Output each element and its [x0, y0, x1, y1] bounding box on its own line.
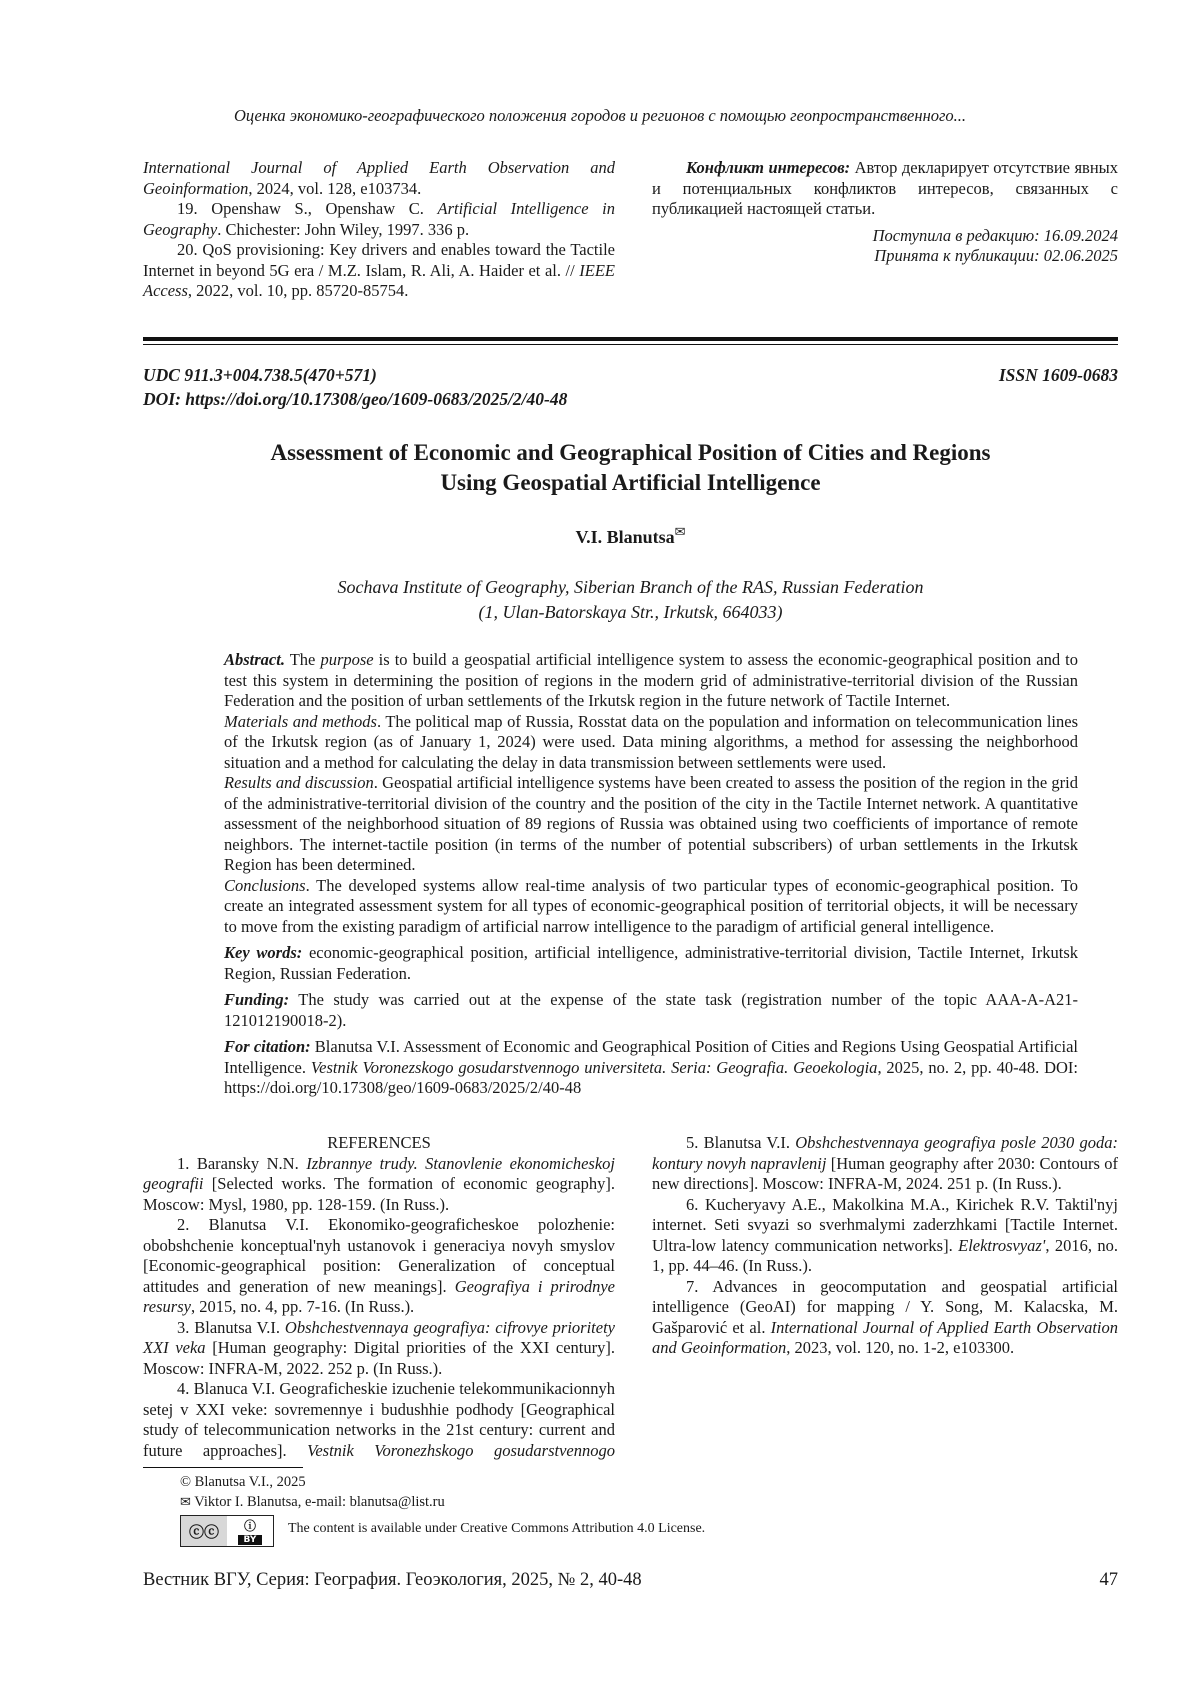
received-date: Поступила в редакцию: 16.09.2024: [872, 225, 1118, 245]
affiliation: [143, 575, 1118, 625]
affiliation-line-1: Sochava Institute of Geography, Siberian Branch of the RAS, Russian Federation: [337, 577, 924, 597]
footnote-divider: [143, 1467, 303, 1468]
issn: ISSN 1609-0683: [998, 365, 1118, 385]
udc-code: UDC 911.3+004.738.5(470+571): [143, 365, 377, 385]
citation-journal: Vestnik Voronezskogo gosudarstvennogo universiteta. Seria: Geografia. Geoekologia: [310, 1057, 878, 1077]
abstract-purpose: purpose: [320, 650, 374, 669]
conflict-of-interest: [652, 158, 1118, 267]
reference-item: 6. Kucheryavy A.E., Makolkina M.A., Kirichek R.V. Taktil'nyj internet. Seti svyazi so sverhmalymi zaderzhkami [Tactile Internet. Ultra-low latency communication networks]. Elektrosvyaz', 2016, no. 1, pp. 44–46. (In Russ.).: [652, 1194, 1118, 1275]
previous-references: [143, 158, 615, 302]
materials-text: . The political map of Russia, Rosstat data on the population and information on telecommunication lines of the Irkutsk region (as of January 1, 2024) were used. Data mining algorithms, a method for assessing the neighborhood situation and a method for calculating the delay in data transmission between settlements were used.: [224, 711, 1078, 772]
conflict-label: Конфликт интересов:: [686, 158, 851, 177]
materials-label: Materials and methods: [224, 711, 377, 731]
ref20-text: 20. QoS provisioning: Key drivers and enables toward the Tactile Internet in beyond 5G era / M.Z. Islam, R. Ali, A. Haider et al. //: [143, 240, 615, 280]
ref18-journal: International Journal of Applied Earth Observation and Geoinformation: [143, 158, 615, 198]
ref20-journal: IEEE Access: [143, 260, 615, 300]
references-left: [143, 1133, 615, 1461]
conclusions-label: Conclusions: [224, 875, 306, 895]
page-number: 47: [1099, 1570, 1118, 1590]
results-text: . Geospatial artificial intelligence systems have been created to assess the position of the region in the grid of the administrative-territorial division of the country and the position of the city in the Tactile Internet network. A quantitative assessment of the neighborhood situation of 89 regions of Russia was obtained using two coefficients of importance of remote neighbors. The internet-tactile position (in terms of the number of potential subscribers) of urban settlements in the Irkutsk Region has been determined.: [224, 773, 1079, 874]
funding-label: Funding:: [224, 990, 290, 1009]
ref19-details: . Chichester: John Wiley, 1997. 336 p.: [217, 219, 470, 239]
envelope-icon: ✉: [674, 525, 686, 540]
conclusions-text: . The developed systems allow real-time analysis of two particular types of economic-geographical position. To create an integrated assessment system for all types of economic-geographical position of territorial objects, it will be necessary to move from the existing paradigm of artificial narrow intelligence to the paradigm of artificial general intelligence.: [224, 875, 1078, 936]
funding-text: The study was carried out at the expense of the state task (registration number of the topic AAA-A-A21-121012190018-2).: [224, 990, 1078, 1030]
reference-item: 2. Blanutsa V.I. Ekonomiko-geograficheskoe polozhenie: obobshchenie konceptual'nyh ustanovok i generaciya novyh smyslov [Economic-geographical position: Generalization of conceptual attitudes and generation of new meanings]. Geografiya i prirodnye resursy, 2015, no. 4, pp. 7-16. (In Russ.).: [143, 1215, 616, 1316]
title-line-2: Using Geospatial Artificial Intelligence: [440, 470, 821, 495]
abstract-text-b: is to build a geospatial artificial intelligence system to assess the economic-geographical position and to test this system in determining the position of regions in the modern grid of administrative-territorial division of the Russian Federation and the position of urban settlements of the Irkutsk region in the future network of Tactile Internet.: [224, 650, 1079, 710]
affiliation-line-2: (1, Ulan-Batorskaya Str., Irkutsk, 664033): [478, 602, 783, 622]
citation-label: For citation:: [224, 1037, 311, 1056]
cc-by-license-badge: [180, 1515, 274, 1547]
doi-link[interactable]: DOI: https://doi.org/10.17308/geo/1609-0683/2025/2/40-48: [143, 389, 568, 409]
references-right: [652, 1133, 1118, 1359]
udc-doi-block: [143, 363, 567, 411]
reference-item: 3. Blanutsa V.I. Obshchestvennaya geografiya: cifrovye prioritety XXI veka [Human geography: Digital priorities of the XXI century]. Moscow: INFRA-M, 2022. 252 p. (In Russ.).: [143, 1317, 616, 1378]
conflict-text: Автор декларирует отсутствие явных и потенциальных конфликтов интересов, связанных с публикацией настоящей статьи.: [652, 158, 1118, 218]
article-title: [143, 438, 1118, 498]
ref20-details: , 2022, vol. 10, pp. 85720-85754.: [187, 281, 409, 300]
running-head: Оценка экономико-географического положения городов и регионов с помощью геопространственного...: [233, 106, 967, 125]
footer-journal: Вестник ВГУ, Серия: География. Геоэкология, 2025, № 2, 40-48: [143, 1570, 642, 1590]
citation-text-a: Blanutsa V.I. Assessment of Economic and Geographical Position of Cities and Regions Using Geospatial Artificial Intelligence.: [224, 1037, 1078, 1077]
section-divider-thin: [143, 344, 1118, 345]
ref19-authors: 19. Openshaw S., Openshaw C.: [177, 199, 438, 218]
citation-text-c: , 2025, no. 2, pp. 40-48. DOI: https://doi.org/10.17308/geo/1609-0683/2025/2/40-48: [224, 1057, 1079, 1097]
accepted-date: Принята к публикации: 02.06.2025: [874, 246, 1118, 265]
reference-item: 1. Baransky N.N. Izbrannye trudy. Stanovlenie ekonomicheskoj geografii [Selected works. The formation of economic geography]. Moscow: Mysl, 1980, pp. 128-159. (In Russ.).: [143, 1153, 615, 1214]
references-heading: REFERENCES: [327, 1133, 431, 1152]
title-line-1: Assessment of Economic and Geographical Position of Cities and Regions: [270, 440, 991, 465]
copyright-note: © Blanutsa V.I., 2025: [180, 1474, 306, 1490]
keywords-text: economic-geographical position, artificial intelligence, administrative-territorial division, Tactile Internet, Irkutsk Region, Russian Federation.: [224, 943, 1078, 983]
ref19-title: Artificial Intelligence in Geography: [143, 199, 615, 239]
results-label: Results and discussion: [224, 773, 374, 792]
keywords-label: Key words:: [224, 943, 303, 962]
license-text: The content is available under Creative Commons Attribution 4.0 License.: [288, 1521, 706, 1536]
reference-item: 7. Advances in geocomputation and geospatial artificial intelligence (GeoAI) for mapping / Y. Song, M. Kalacska, M. Gašparović et al. International Journal of Applied Earth Observation and Geoinformation, 2023, vol. 120, no. 1-2, e103300.: [652, 1276, 1118, 1357]
author-name: V.I. Blanutsa: [575, 527, 675, 547]
ref18-details: , 2024, vol. 128, e103734.: [248, 178, 422, 198]
abstract: [224, 650, 1078, 1099]
creative-commons-icon: ⓒⓒ: [181, 1516, 227, 1546]
section-divider-thick: [143, 337, 1118, 341]
abstract-text-a: The: [284, 650, 321, 669]
reference-item: 5. Blanutsa V.I. Obshchestvennaya geografiya posle 2030 goda: kontury novyh napravlenij [Human geography after 2030: Contours of new directions]. Moscow: INFRA-M, 2024. 251 p. (In Russ.).: [652, 1133, 1119, 1193]
attribution-icon: ⓘ BY: [227, 1516, 273, 1546]
author: [143, 525, 1118, 548]
contact-note: [180, 1493, 445, 1512]
abstract-label: Abstract.: [224, 650, 285, 669]
reference-item: 4. Blanuca V.I. Geograficheskie izuchenie telekommunikacionnyh setej v XXI veke: sovremennye i budushhie podhody [Geographical study of telecommunication networks in the 21st century: current and future approaches]. Vestnik Voronezhskogo gosudarstvennogo: [143, 1379, 615, 1460]
envelope-icon: ✉: [180, 1495, 191, 1510]
contact-text: Viktor I. Blanutsa, e-mail: blanutsa@list.ru: [194, 1494, 445, 1510]
